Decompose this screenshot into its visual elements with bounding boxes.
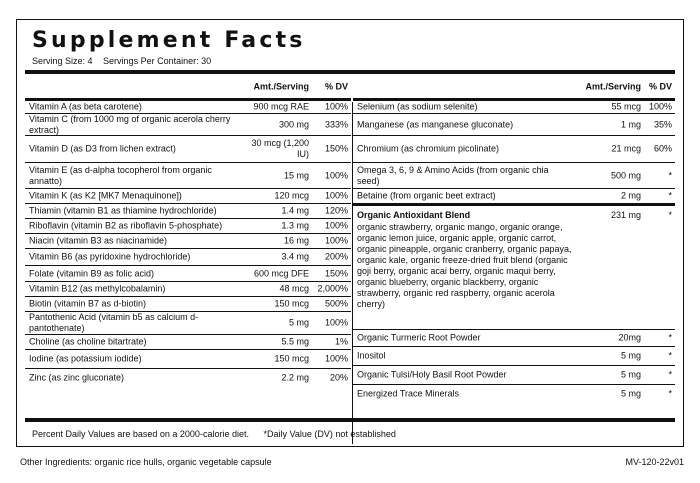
nutrient-dv: *: [668, 369, 672, 380]
nutrient-dv: 100%: [324, 220, 348, 231]
left-nutrient-row: [25, 311, 351, 334]
nutrient-amount: 2.2 mg: [281, 372, 309, 382]
left-nutrient-row: [25, 296, 351, 311]
nutrient-amount: 1 mg: [620, 119, 641, 129]
right-nutrient-row: [353, 346, 675, 365]
nutrient-amount: 500 mg: [610, 170, 641, 180]
nutrient-dv: 150%: [324, 268, 348, 278]
left-nutrient-row: [25, 98, 351, 113]
blend-name: Organic Antioxidant Blend: [357, 210, 471, 220]
left-nutrient-row: [25, 218, 351, 233]
footnote: [32, 429, 396, 440]
nutrient-dv: 35%: [653, 119, 672, 129]
left-nutrient-row: [25, 334, 351, 349]
nutrient-dv: 100%: [324, 317, 348, 328]
nutrient-amount: 600 mcg DFE: [253, 268, 309, 278]
nutrient-amount: 20mg: [618, 332, 641, 343]
nutrient-amount: 5 mg: [620, 350, 641, 361]
dv-header: % DV: [324, 81, 348, 92]
left-nutrient-row: [25, 248, 351, 265]
right-nutrient-row: [353, 329, 675, 346]
servings-per-container: Servings Per Container: 30: [103, 56, 212, 66]
nutrient-amount: 21 mcg: [611, 143, 641, 154]
left-nutrient-row: [25, 203, 351, 218]
nutrient-dv: 333%: [324, 119, 348, 129]
nutrient-amount: 120 mcg: [274, 190, 309, 201]
right-nutrient-row: [353, 162, 675, 188]
nutrient-name: Folate (vitamin B9 as folic acid): [29, 268, 155, 278]
nutrient-amount: 1.3 mg: [281, 220, 309, 231]
nutrient-dv: *: [668, 170, 672, 180]
dv-header: % DV: [648, 81, 672, 92]
nutrient-dv: 20%: [329, 372, 348, 382]
nutrient-dv: 200%: [324, 251, 348, 262]
nutrient-name: Biotin (vitamin B7 as d-biotin): [29, 298, 147, 309]
right-nutrient-row: [353, 113, 675, 135]
panel-title: Supplement Facts: [32, 28, 306, 53]
nutrient-name: Energized Trace Minerals: [357, 388, 460, 398]
column-divider: [352, 102, 353, 444]
thick-divider-bottom: [25, 418, 675, 422]
nutrient-name: Vitamin K (as K2 [MK7 Menaquinone]): [29, 190, 182, 201]
left-nutrient-row: [25, 349, 351, 368]
nutrient-dv: 2,000%: [317, 283, 348, 294]
nutrient-name: Niacin (vitamin B3 as niacinamide): [29, 235, 168, 246]
nutrient-amount: 30 mcg (1,200 IU): [251, 138, 309, 159]
nutrient-dv: 100%: [324, 190, 348, 201]
nutrient-dv: 100%: [324, 235, 348, 246]
nutrient-name: Vitamin B12 (as methylcobalamin): [29, 283, 166, 294]
nutrient-amount: 15 mg: [283, 170, 309, 180]
left-nutrient-row: [25, 233, 351, 248]
nutrient-dv: 60%: [653, 143, 672, 154]
nutrient-name: Manganese (as manganese gluconate): [357, 119, 514, 129]
left-nutrient-row: [25, 368, 351, 386]
nutrient-amount: 5 mg: [620, 369, 641, 380]
nutrient-name: Choline (as choline bitartrate): [29, 336, 147, 347]
nutrient-amount: 55 mcg: [611, 101, 641, 112]
serving-info: [32, 56, 211, 67]
right-nutrient-row: [353, 135, 675, 162]
nutrient-name: Betaine (from organic beet extract): [357, 190, 496, 201]
right-nutrient-row: [353, 365, 675, 384]
nutrient-amount: 231 mg: [610, 210, 641, 220]
nutrient-name: Zinc (as zinc gluconate): [29, 372, 125, 382]
left-nutrient-row: [25, 135, 351, 162]
nutrient-name: Riboflavin (vitamin B2 as riboflavin 5-phosphate): [29, 220, 223, 231]
nutrient-name: Vitamin D (as D3 from lichen extract): [29, 143, 176, 154]
nutrient-dv: 100%: [648, 101, 672, 112]
nutrient-dv: 500%: [324, 298, 348, 309]
right-nutrient-row: [353, 98, 675, 113]
nutrient-amount: 1.4 mg: [281, 205, 309, 216]
nutrient-dv: 100%: [324, 353, 348, 364]
left-nutrient-column: [25, 76, 351, 444]
footnote-dv: Percent Daily Values are based on a 2000-calorie diet.: [32, 429, 249, 439]
nutrient-name: Organic Turmeric Root Powder: [357, 332, 481, 343]
nutrient-amount: 16 mg: [283, 235, 309, 246]
nutrient-amount: 5.5 mg: [281, 336, 309, 347]
right-nutrient-row: [353, 203, 675, 329]
left-nutrient-row: [25, 113, 351, 135]
nutrient-dv: *: [668, 388, 672, 398]
nutrient-amount: 300 mg: [278, 119, 309, 129]
nutrient-dv: 1%: [334, 336, 348, 347]
nutrient-amount: 5 mg: [620, 388, 641, 398]
nutrient-dv: 120%: [324, 205, 348, 216]
nutrient-name: Selenium (as sodium selenite): [357, 101, 478, 112]
nutrient-name: Inositol: [357, 350, 386, 361]
nutrient-name: Organic Tulsi/Holy Basil Root Powder: [357, 369, 507, 380]
nutrient-dv: 100%: [324, 170, 348, 180]
amount-header: Amt./Serving: [253, 81, 309, 92]
nutrient-amount: 48 mcg: [279, 283, 309, 294]
product-code: MV-120-22v01: [625, 457, 684, 467]
left-nutrient-row: [25, 162, 351, 188]
right-column-header: [353, 76, 675, 98]
nutrient-dv: 100%: [324, 101, 348, 112]
thick-divider-top: [25, 70, 675, 74]
supplement-facts-panel: [16, 19, 684, 447]
nutrient-name: Vitamin A (as beta carotene): [29, 101, 142, 112]
nutrient-amount: 5 mg: [288, 317, 309, 328]
left-column-header: [25, 76, 351, 98]
nutrient-amount: 150 mcg: [274, 298, 309, 309]
nutrient-dv: 150%: [324, 143, 348, 154]
blend-ingredients: organic strawberry, organic mango, organic orange, organic lemon juice, organic apple, organic carrot, organic pineapple, organic cranberry, organic papaya, organic kale, organic freeze-dried fruit blend (organic goji berry, organic acai berry, organic maqui berry, organic blueberry, organic blackberry, organic strawberry, organic red raspberry, organic acerola cherry): [357, 222, 572, 309]
nutrient-amount: 3.4 mg: [281, 251, 309, 262]
left-nutrient-row: [25, 281, 351, 296]
nutrient-name: Iodine (as potassium iodide): [29, 353, 142, 364]
nutrient-name: Thiamin (vitamin B1 as thiamine hydrochloride): [29, 205, 217, 216]
right-nutrient-row: [353, 188, 675, 203]
nutrient-name: Vitamin B6 (as pyridoxine hydrochloride): [29, 251, 191, 262]
blend-cell: [357, 210, 572, 310]
other-ingredients: Other Ingredients: organic rice hulls, organic vegetable capsule: [20, 457, 272, 467]
nutrient-amount: 150 mcg: [274, 353, 309, 364]
nutrient-dv: *: [668, 190, 672, 201]
left-nutrient-row: [25, 265, 351, 281]
nutrient-name: Vitamin C (from 1000 mg of organic acerola cherry extract): [29, 113, 231, 135]
right-nutrient-column: [353, 76, 675, 444]
nutrient-amount: 900 mcg RAE: [253, 101, 309, 112]
footnote-star: *Daily Value (DV) not established: [263, 429, 396, 439]
nutrient-dv: *: [668, 350, 672, 361]
serving-size: Serving Size: 4: [32, 56, 93, 66]
right-nutrient-row: [353, 384, 675, 402]
nutrient-name: Chromium (as chromium picolinate): [357, 143, 500, 154]
nutrient-dv: *: [668, 332, 672, 343]
nutrient-name: Omega 3, 6, 9 & Amino Acids (from organic chia seed): [357, 164, 549, 186]
amount-header: Amt./Serving: [585, 81, 641, 92]
left-nutrient-row: [25, 188, 351, 203]
nutrient-name: Pantothenic Acid (vitamin b5 as calcium d-pantothenate): [29, 312, 199, 333]
nutrient-dv: *: [668, 210, 672, 220]
nutrient-name: Vitamin E (as d-alpha tocopherol from organic annatto): [29, 164, 212, 186]
nutrient-amount: 2 mg: [620, 190, 641, 201]
